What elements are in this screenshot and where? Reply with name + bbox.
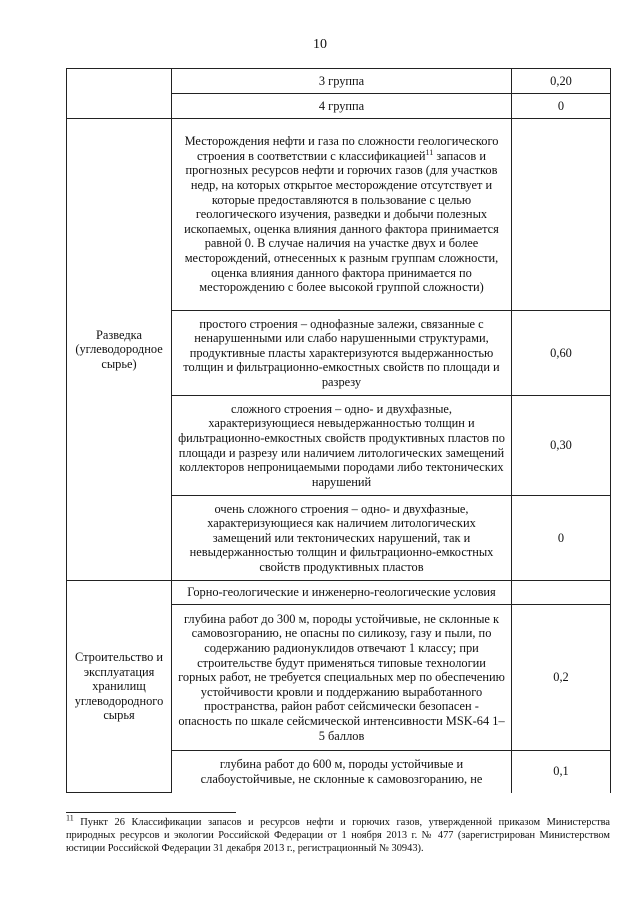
simple-structure-text: простого строения – однофазные залежи, связанные с ненарушенными или слабо нарушенными структурами, продуктивные пласты характеризуются выдержанностью толщин и фильтрационно-емкостных свойств по площади и разрезу (172, 311, 512, 396)
group3-value: 0,20 (512, 69, 611, 94)
table-row (67, 119, 611, 311)
mining-conditions-header: Горно-геологические и инженерно-геологические условия (172, 581, 512, 605)
complex-structure-text: сложного строения – одно- и двухфазные, характеризующиеся невыдержанностью толщин и фильтрационно-емкостных свойств продуктивных пластов по площади и разрезу или наличием литологических замещений коллекторов непроницаемыми породами либо тектонических нарушений (172, 396, 512, 496)
exploration-intro-before: Месторождения нефти и газа по сложности геологического строения в соответствии с классификацией (184, 134, 499, 163)
group3-label: 3 группа (172, 69, 512, 94)
storage-category: Строительство и эксплуатация хранилищ углеводородного сырья (67, 581, 172, 793)
empty-value-cell (512, 119, 611, 311)
simple-structure-value: 0,60 (512, 311, 611, 396)
footnote-marker: 11 (66, 813, 74, 823)
coefficients-table (66, 68, 611, 793)
footnote (66, 813, 610, 855)
group4-value: 0 (512, 94, 611, 119)
table-row (67, 69, 611, 94)
complex-structure-value: 0,30 (512, 396, 611, 496)
footnote-text: Пункт 26 Классификации запасов и ресурсов нефти и горючих газов, утвержденной приказом Министерства природных ресурсов и экологии Российской Федерации от 1 ноября 2013 г. № 477 (зарегистрирован Министерством юстиции Российской Федерации 31 декабря 2013 г., регистрационный № 30943). (66, 817, 610, 854)
group4-label: 4 группа (172, 94, 512, 119)
exploration-intro (172, 119, 512, 311)
very-complex-structure-value: 0 (512, 496, 611, 581)
table-row (67, 581, 611, 605)
footnote-divider (66, 812, 236, 813)
depth-300-value: 0,2 (512, 605, 611, 751)
empty-category-cell (67, 69, 172, 119)
very-complex-structure-text: очень сложного строения – одно- и двухфазные, характеризующиеся как наличием литологических замещений или тектонических нарушений, так и невыдержанностью толщин и фильтрационно-емкостных свойств продуктивных пластов (172, 496, 512, 581)
empty-value-cell (512, 581, 611, 605)
exploration-category: Разведка (углеводородное сырье) (67, 119, 172, 581)
depth-600-value: 0,1 (512, 751, 611, 793)
page-number: 10 (313, 37, 327, 52)
depth-300-text: глубина работ до 300 м, породы устойчивые, не склонные к самовозгоранию, не опасны по силикозу, газу и пыли, по содержанию радионуклидов отвечают 1 классу; при строительстве будут применяться типовые технологии горных работ, не требуется специальных мер по обеспечению устойчивости кровли и поддержанию выработанного пространства, район работ сейсмически безопасен - опасность по шкале сейсмической интенсивности MSK-64 1–5 баллов (172, 605, 512, 751)
depth-600-text: глубина работ до 600 м, породы устойчивые и слабоустойчивые, не склонные к самовозгоранию, не (172, 751, 512, 793)
footnote-ref: 11 (425, 147, 434, 157)
exploration-intro-after: запасов и прогнозных ресурсов нефти и горючих газов (для участков недр, на которых открытое месторождение отсутствует и которые предоставляются в пользование с целью геологического изучения, разведки и добычи полезных ископаемых, оценка влияния данного фактора принимается равной 0. В случае наличия на участке двух и более месторождений, отнесенных к разным группам сложности, оценка влияния данного фактора принимается по месторождению с более высокой группой сложности) (184, 148, 499, 295)
